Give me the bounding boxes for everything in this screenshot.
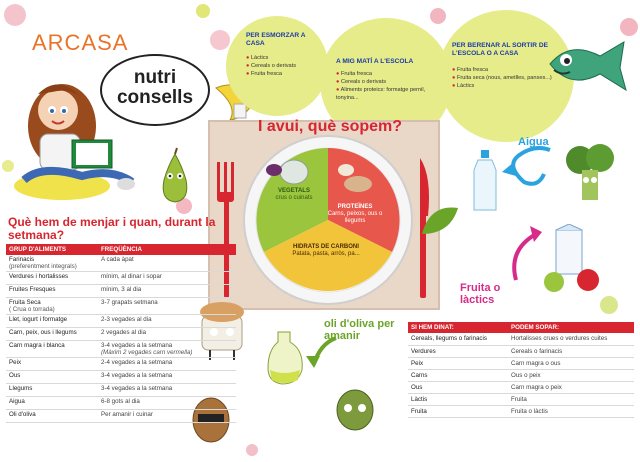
snack-list (452, 66, 552, 90)
table-row (408, 369, 634, 381)
table-row (6, 298, 236, 315)
group-cell: Peix (6, 358, 98, 371)
plate-carbs-label (290, 244, 362, 258)
table-row (408, 381, 634, 393)
carbs-sub: Patata, pasta, arròs, pa... (292, 251, 360, 257)
meal-title: I avui, què sopem? (258, 118, 403, 135)
group-cell: Verdures i hortalisses (6, 272, 98, 285)
pear-character (156, 146, 194, 206)
breakfast-title: PER ESMORZAR A CASA (246, 32, 306, 47)
vegetables-title: VEGETALS (278, 188, 310, 194)
group-cell: Farinacis (9, 256, 35, 263)
weekly-table (6, 244, 236, 423)
artichoke-character (332, 384, 378, 434)
freq-cell: 3-7 grapats setmana (98, 298, 236, 315)
dinner-cell: Ous o peix (508, 369, 634, 381)
decor-dot (430, 8, 446, 24)
snack-title: PER BERENAR AL SORTIR DE L'ESCOLA O A CASA (452, 42, 548, 57)
proteins-sub: Carns, peixos, ous o llegums (327, 211, 383, 224)
header-lunch: SI HEM DINAT: (408, 322, 508, 333)
table-row (6, 255, 236, 272)
fruit-arrow-icon (506, 220, 544, 284)
table-row (408, 345, 634, 357)
fish-character (540, 30, 630, 100)
header-frequency: FREQÜÈNCIA (98, 244, 236, 255)
breakfast-list (246, 54, 316, 78)
table-row (6, 397, 236, 410)
decor-dot (210, 30, 230, 50)
group-sub: (preferentment integrals) (9, 263, 77, 270)
group-cell: Carn magra i blanca (6, 341, 98, 358)
table-header-row (408, 322, 634, 333)
freq-cell: 6-8 gots al dia (98, 397, 236, 410)
group-cell: Llet, iogurt i formatge (6, 315, 98, 328)
olive-arrow-icon (300, 334, 340, 370)
freq-cell: mínim, al dinar i sopar (98, 272, 236, 285)
table-row (408, 405, 634, 417)
table-row (408, 333, 634, 345)
group-sub: ( Crua o torrada) (9, 306, 55, 313)
table-row (6, 371, 236, 384)
decor-dot (246, 444, 258, 456)
group-cell: Llegums (6, 384, 98, 397)
lunch-cell: Carns (408, 369, 508, 381)
table-row (408, 357, 634, 369)
fruit-dairy-label: Fruita o làctics (460, 282, 501, 306)
milk-and-fruit-icon (540, 224, 606, 296)
list-item: ● Fruita seca (nous, ametlles, panses...) (452, 74, 552, 82)
brand-logo: ARCASA (32, 30, 129, 55)
table-row (6, 358, 236, 371)
bubble-line-1: nutri (133, 67, 177, 88)
table-header-row (6, 244, 236, 255)
dinner-cell: Fruita (508, 393, 634, 405)
table-row (6, 328, 236, 341)
group-cell: Ous (6, 371, 98, 384)
freq-cell: 3-4 vegades a la setmana (98, 371, 236, 384)
dinner-cell: Hortalisses crues o verdures cuites (508, 333, 634, 345)
weekly-title: Què hem de menjar i quan, durant la setmana? (8, 215, 216, 242)
table-row (6, 341, 236, 358)
water-label: Aigua (518, 136, 549, 148)
list-item: ● Aliments proteics: formatge pernil, tonyina... (336, 86, 432, 102)
header-group: GRUP D'ALIMENTS (6, 244, 98, 255)
morning-list (336, 70, 432, 102)
table-row (6, 315, 236, 328)
dinner-table (408, 322, 634, 418)
lunch-cell: Peix (408, 357, 508, 369)
speech-bubble (100, 54, 210, 126)
lunch-cell: Verdures (408, 345, 508, 357)
header-dinner: PODEM SOPAR: (508, 322, 634, 333)
freq-cell: Per amanir i cuinar (98, 410, 236, 423)
lunch-cell: Làctis (408, 393, 508, 405)
table-row (408, 393, 634, 405)
list-item: ● Cereals o derivats (336, 78, 432, 86)
table-row (6, 410, 236, 423)
group-cell: Fruita Seca (9, 299, 41, 306)
list-item: ● Fruita fresca (246, 70, 316, 78)
lunch-cell: Cereals, llegums o farinacis (408, 333, 508, 345)
carbs-title: HIDRATS DE CARBONI (293, 244, 359, 250)
group-cell: Oli d'oliva (6, 410, 98, 423)
freq-cell: 2-3 vegades al dia (98, 315, 236, 328)
decor-dot (196, 4, 210, 18)
broccoli-character (560, 142, 620, 208)
lunch-cell: Ous (408, 381, 508, 393)
bubble-title (102, 68, 208, 108)
table-row (6, 285, 236, 298)
morning-title: A MIG MATÍ A L'ESCOLA (336, 58, 414, 65)
proteins-title: PROTEÏNES (337, 204, 373, 210)
table-row (6, 384, 236, 397)
freq-cell: 2 vegades al dia (98, 328, 236, 341)
table-row (6, 272, 236, 285)
bubble-line-2: consells (116, 87, 194, 108)
freq-cell: mínim, 3 al dia (98, 285, 236, 298)
decor-dot (600, 296, 618, 314)
list-item: ● Fruita fresca (336, 70, 432, 78)
list-item: ● Fruita fresca (452, 66, 552, 74)
decor-dot (4, 4, 26, 26)
group-cell: Carn, peix, ous i llegums (6, 328, 98, 341)
plate-proteins-label (320, 204, 390, 225)
dinner-cell: Carn magra o peix (508, 381, 634, 393)
list-item: ● Làctics (246, 54, 316, 62)
freq-cell: 3-4 vegades a la setmana (101, 342, 173, 349)
freq-sub: (Màxim 2 vegades carn vermella) (101, 349, 193, 356)
group-cell: Aigua (6, 397, 98, 410)
olive-oil-label: oli d'oliva per amanir (324, 318, 395, 342)
freq-cell: 2-4 vegades a la setmana (98, 358, 236, 371)
lunch-cell: Fruita (408, 405, 508, 417)
freq-cell: 3-4 vegades a la setmana (98, 384, 236, 397)
water-arrow-icon (494, 142, 554, 192)
group-cell: Fruites Fresques (6, 285, 98, 298)
plate-vegetables-label (258, 188, 330, 202)
list-item: ● Làctics (452, 82, 552, 90)
list-item: ● Cereals o derivats (246, 62, 316, 70)
vegetables-sub: crus o cuinats (275, 195, 313, 201)
leaf-icon (420, 204, 460, 238)
dinner-cell: Cereals o farinacis (508, 345, 634, 357)
freq-cell: A cada àpat (98, 255, 236, 272)
dinner-cell: Fruita o làctis (508, 405, 634, 417)
dinner-cell: Carn magra o ous (508, 357, 634, 369)
